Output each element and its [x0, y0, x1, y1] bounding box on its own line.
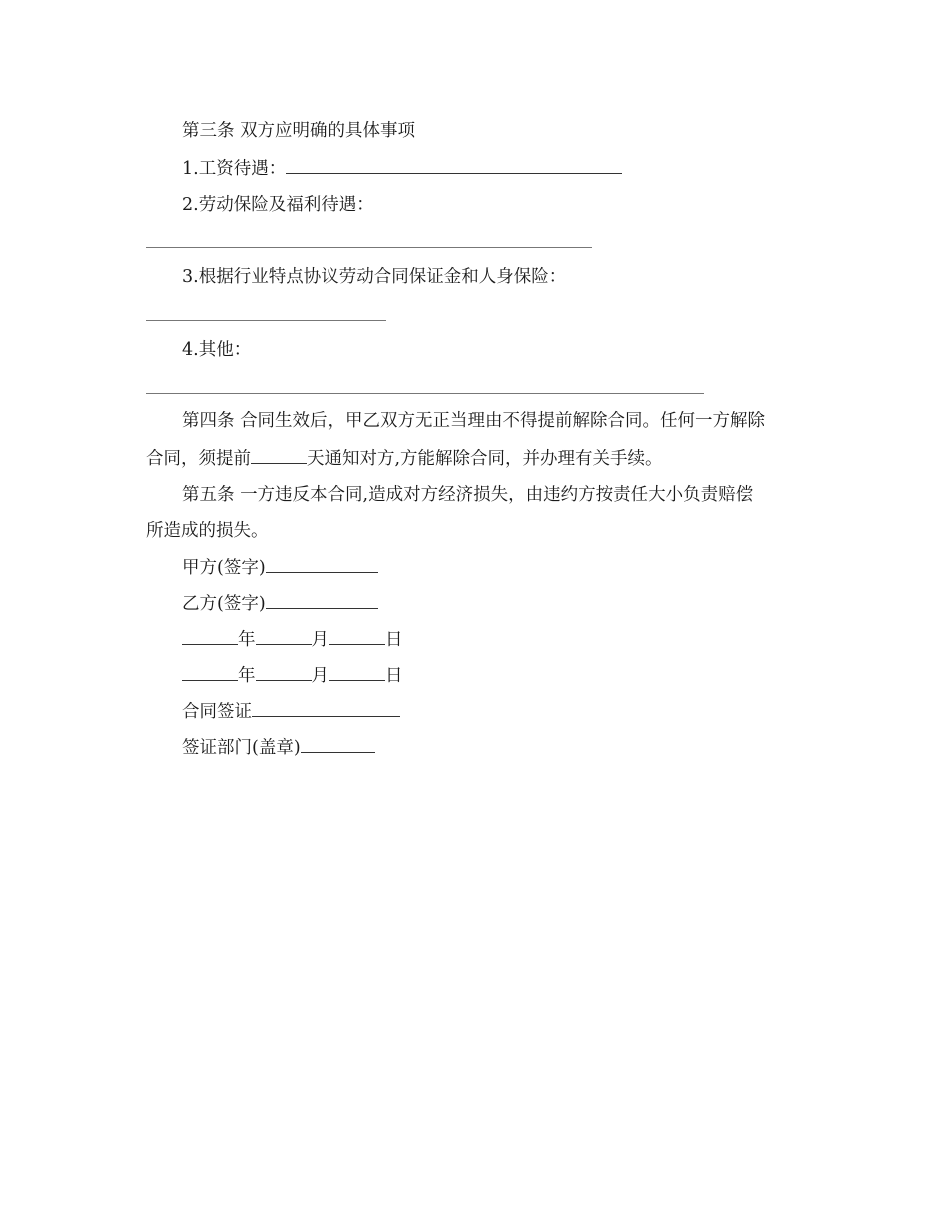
- article4-line2-suffix: 天通知对方,方能解除合同，并办理有关手续。: [307, 449, 663, 469]
- party-a-blank[interactable]: [266, 556, 378, 573]
- date-line-b: [182, 664, 403, 687]
- month-blank[interactable]: [256, 628, 312, 645]
- item1-line: [182, 157, 622, 180]
- salary-blank[interactable]: [286, 157, 622, 174]
- certification-line: [182, 700, 400, 723]
- article5-line2: 所造成的损失。: [146, 521, 269, 541]
- day-label: 日: [385, 666, 403, 686]
- item3-label: 3.根据行业特点协议劳动合同保证金和人身保险：: [182, 267, 567, 287]
- article5-line1: 第五条 一方违反本合同,造成对方经济损失，由违约方按责任大小负责赔偿: [182, 485, 754, 505]
- item1-label: 1.工资待遇：: [182, 159, 287, 179]
- item2-blank[interactable]: [146, 247, 592, 248]
- notice-days-blank[interactable]: [251, 447, 307, 464]
- date-line-a: [182, 628, 403, 651]
- day-blank[interactable]: [329, 628, 385, 645]
- year-blank[interactable]: [182, 628, 238, 645]
- party-b-signature: [182, 592, 378, 615]
- party-b-label: 乙方(签字): [182, 594, 266, 614]
- month-label: 月: [311, 630, 329, 650]
- party-a-signature: [182, 556, 378, 579]
- year-label: 年: [238, 666, 256, 686]
- item4-label: 4.其他：: [182, 340, 252, 360]
- month-label: 月: [311, 666, 329, 686]
- cert-dept-label: 签证部门(盖章): [182, 738, 301, 758]
- article3-heading: 第三条 双方应明确的具体事项: [182, 121, 416, 141]
- article4-line2-prefix: 合同，须提前: [146, 449, 251, 469]
- cert-dept-line: [182, 736, 375, 759]
- item4-blank[interactable]: [146, 393, 704, 394]
- year-blank[interactable]: [182, 664, 238, 681]
- day-label: 日: [385, 630, 403, 650]
- year-label: 年: [238, 630, 256, 650]
- article4-line1: 第四条 合同生效后，甲乙双方无正当理由不得提前解除合同。任何一方解除: [182, 411, 766, 431]
- cert-dept-blank[interactable]: [301, 736, 375, 753]
- month-blank[interactable]: [256, 664, 312, 681]
- item2-label: 2.劳动保险及福利待遇：: [182, 195, 374, 215]
- article4-line2: [146, 447, 663, 470]
- day-blank[interactable]: [329, 664, 385, 681]
- party-b-blank[interactable]: [266, 592, 378, 609]
- certification-blank[interactable]: [252, 700, 400, 717]
- party-a-label: 甲方(签字): [182, 558, 266, 578]
- item3-blank[interactable]: [146, 320, 386, 321]
- certification-label: 合同签证: [182, 702, 252, 722]
